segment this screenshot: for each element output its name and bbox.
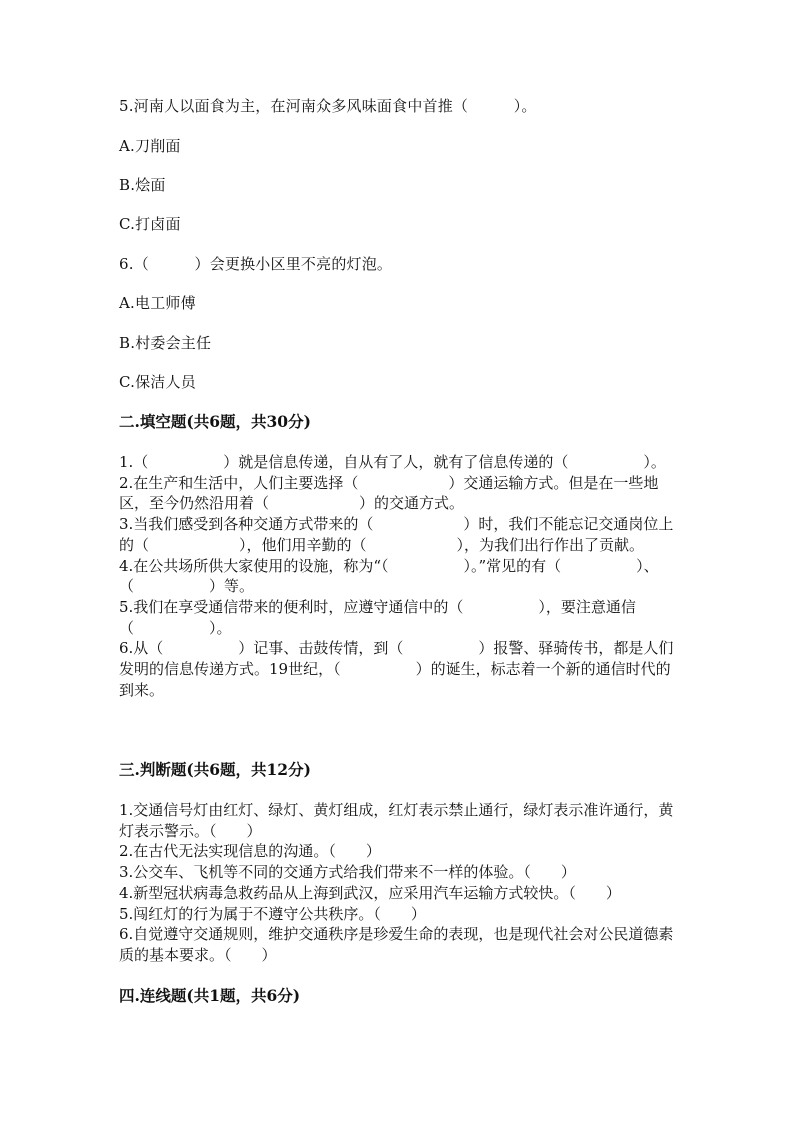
question-6-stem: 6.（ ）会更换小区里不亮的灯泡。 bbox=[119, 255, 393, 273]
question-6-option-c: C.保洁人员 bbox=[119, 373, 196, 391]
judge-item-3: 3.公交车、飞机等不同的交通方式给我们带来不一样的体验。（ ） bbox=[119, 863, 576, 882]
judge-item-5: 5.闯红灯的行为属于不遵守公共秩序。（ ） bbox=[119, 904, 426, 923]
question-6-option-b: B.村委会主任 bbox=[119, 334, 212, 352]
section-4-title: 四.连线题(共1题，共6分) bbox=[119, 986, 301, 1005]
fill-item-1: 1.（ ）就是信息传递，自从有了人，就有了信息传递的（ ）。 bbox=[119, 453, 666, 471]
question-5-option-c: C.打卤面 bbox=[119, 215, 181, 233]
question-6-option-a: A.电工师傅 bbox=[119, 294, 196, 312]
fill-item-6: 6.从（ ）记事、击鼓传情，到（ ）报警、驿骑传书，都是人们发明的信息传递方式。19世纪，（ ）的诞生，标志着一个新的通信时代的到来。 bbox=[119, 639, 674, 699]
fill-item-3: 3.当我们感受到各种交通方式带来的（ ）时，我们不能忘记交通岗位上的（ ），他们用辛勤的（ ），为我们出行作出了贡献。 bbox=[119, 515, 674, 554]
section-2-title: 二.填空题(共6题，共30分) bbox=[119, 412, 311, 431]
judge-item-2: 2.在古代无法实现信息的沟通。（ ） bbox=[119, 842, 381, 861]
question-5-option-a: A.刀削面 bbox=[119, 137, 181, 155]
section-3-title: 三.判断题(共6题，共12分) bbox=[119, 760, 311, 779]
section-3-items bbox=[119, 800, 675, 966]
judge-item-1: 1.交通信号灯由红灯、绿灯、黄灯组成，红灯表示禁止通行，绿灯表示准许通行，黄灯表示警示。（ ） bbox=[119, 801, 674, 840]
question-5-stem: 5.河南人以面食为主，在河南众多风味面食中首推（ ）。 bbox=[119, 97, 537, 115]
fill-item-5: 5.我们在享受通信带来的便利时，应遵守通信中的（ ），要注意通信（ ）。 bbox=[119, 597, 636, 637]
fill-item-4: 4.在公共场所供大家使用的设施，称为“（ ）。”常见的有（ ）、（ ）等。 bbox=[119, 556, 659, 596]
judge-item-4: 4.新型冠状病毒急救药品从上海到武汉，应采用汽车运输方式较快。（ ） bbox=[119, 883, 621, 902]
judge-item-6: 6.自觉遵守交通规则，维护交通秩序是珍爱生命的表现，也是现代社会对公民道德素质的基本要求。（ ） bbox=[119, 925, 674, 964]
fill-item-2: 2.在生产和生活中，人们主要选择（ ）交通运输方式。但是在一些地区，至今仍然沿用着（ ）的交通方式。 bbox=[119, 473, 659, 513]
section-2-items bbox=[119, 452, 675, 700]
question-5-option-b: B.烩面 bbox=[119, 176, 166, 194]
